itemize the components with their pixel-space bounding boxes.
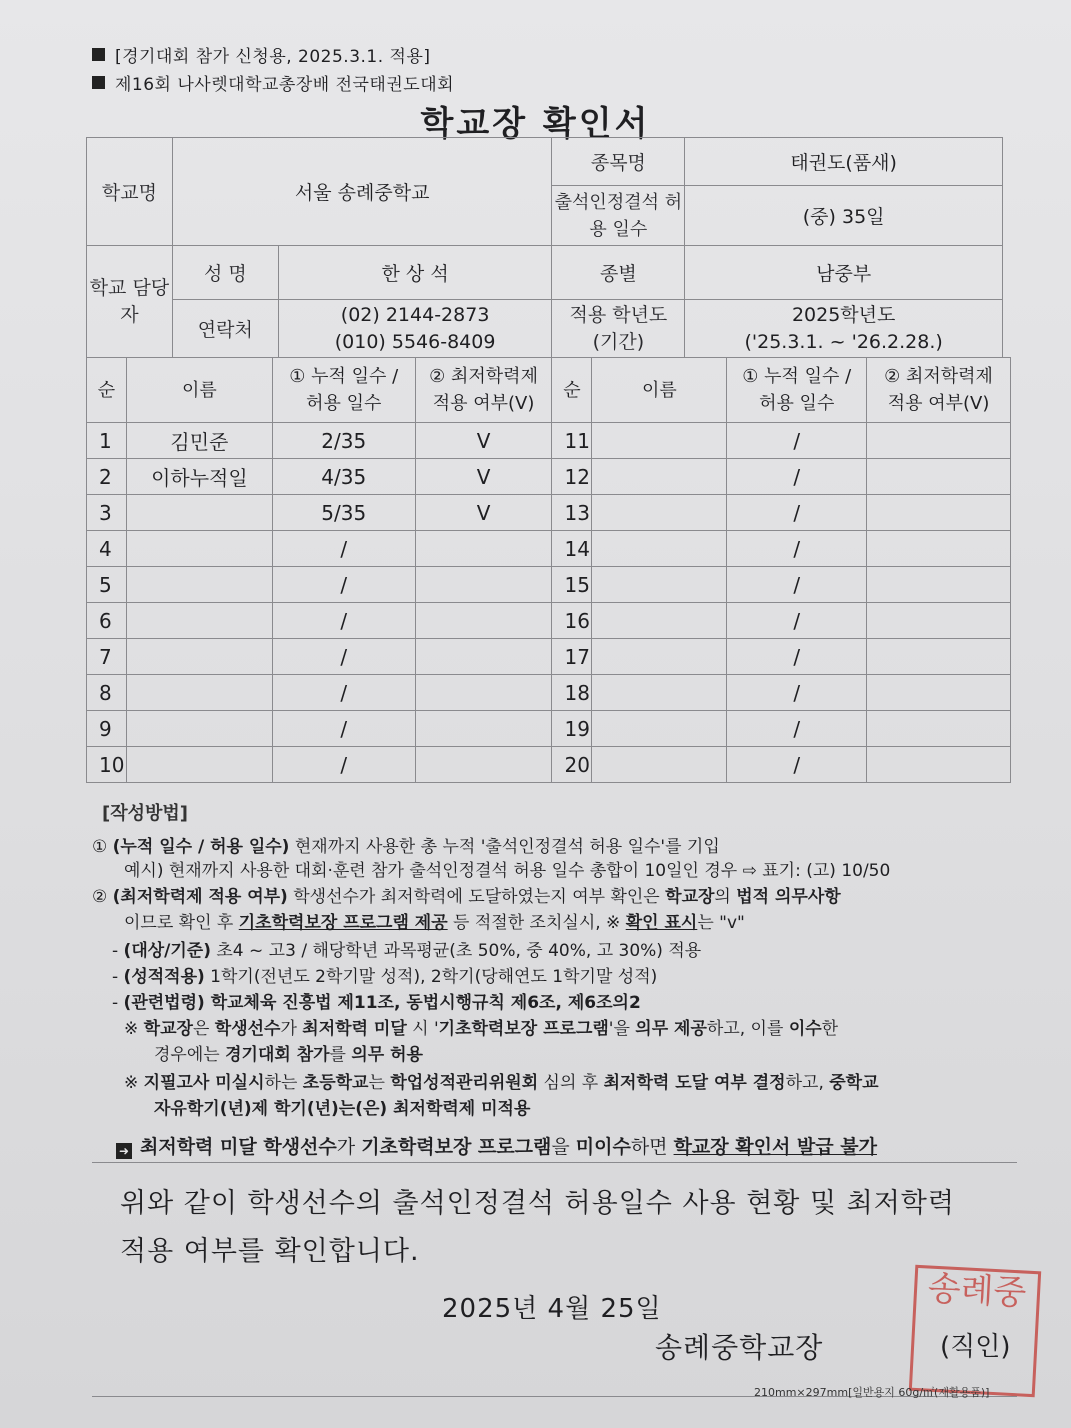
row-days: /	[272, 531, 415, 567]
bold-text: 학교장	[143, 1019, 193, 1039]
table-row	[87, 747, 1011, 783]
row-days: 4/35	[272, 459, 415, 495]
text: 가	[336, 1136, 362, 1158]
row-days-right: /	[727, 711, 867, 747]
text: 는	[368, 1073, 391, 1093]
row-check: V	[415, 495, 552, 531]
phone-1: (02) 2144-2873	[340, 303, 490, 326]
header-line-2	[92, 70, 454, 95]
table-row	[87, 531, 1011, 567]
paper-spec: 210mm×297mm[일반용지 60g/㎡(재활용품)]	[754, 1386, 990, 1399]
instruction-note-1	[124, 1018, 838, 1041]
col-name-2: 이름	[592, 358, 727, 423]
year-label-2: (기간)	[592, 330, 645, 353]
text: '을	[608, 1019, 636, 1039]
row-no-right: 19	[552, 711, 592, 747]
bold-text: 학교장 확인서 발급 불가	[673, 1136, 877, 1158]
table-row	[87, 423, 1011, 459]
row-name: 이하누적일	[126, 459, 272, 495]
row-name-right	[592, 603, 727, 639]
row-check: V	[415, 423, 552, 459]
row-name-right	[592, 531, 727, 567]
row-days: /	[272, 747, 415, 783]
row-days-right: /	[727, 639, 867, 675]
bold-text: (대상/기준)	[123, 941, 211, 961]
instruction-grades	[112, 966, 657, 989]
row-check	[415, 639, 552, 675]
bold-text: (성적적용)	[123, 967, 205, 987]
row-check-right	[867, 567, 1011, 603]
bold-text: 경기대회 참가	[225, 1045, 330, 1065]
phone-2: (010) 5546-8409	[334, 330, 496, 353]
text: 학생선수가 최저학력에 도달하였는지 여부 확인은	[287, 887, 666, 907]
instructions-heading: [작성방법]	[102, 803, 189, 824]
instruction-note-1-cont	[154, 1044, 423, 1067]
row-name	[126, 531, 272, 567]
instruction-2-cont	[124, 912, 745, 935]
confirmation-text	[120, 1180, 955, 1276]
row-no: 7	[87, 639, 127, 675]
row-name-right	[592, 747, 727, 783]
divider	[92, 1162, 1017, 1163]
bold-text: (최저학력제 적용 여부)	[112, 887, 288, 907]
row-days: 5/35	[272, 495, 415, 531]
table-row	[87, 639, 1011, 675]
row-no-right: 14	[552, 531, 592, 567]
row-days: /	[272, 675, 415, 711]
col-min-2: 적용 여부(V)	[432, 393, 535, 414]
row-no: 5	[87, 567, 127, 603]
col-min-1: ② 최저학력제	[884, 366, 993, 387]
student-table	[86, 357, 1011, 783]
text: 초4 ~ 고3 / 해당학년 과목평균(초 50%, 중 40%, 고 30%) 적용	[210, 941, 702, 961]
row-days-right: /	[727, 675, 867, 711]
row-check-right	[867, 531, 1011, 567]
row-days-right: /	[727, 603, 867, 639]
col-days	[272, 358, 415, 423]
text: 를	[329, 1045, 352, 1065]
arrow-box-icon: ➜	[116, 1143, 132, 1159]
row-no-right: 11	[552, 423, 592, 459]
row-days: /	[272, 639, 415, 675]
text: 현재까지 사용한 총 누적 '출석인정결석 허용 일수'를 기입	[289, 837, 720, 857]
signer: 송례중학교장	[655, 1331, 824, 1364]
text: 등 적절한 조치실시, ※	[447, 913, 626, 933]
text: 시 '	[406, 1019, 439, 1039]
row-no-right: 20	[552, 747, 592, 783]
bold-text: 최저학력 도달 여부 결정	[603, 1073, 786, 1093]
header-line-1	[92, 42, 431, 67]
year-value: 2025학년도	[791, 303, 896, 326]
row-check-right	[867, 423, 1011, 459]
row-check-right	[867, 747, 1011, 783]
bold-text: 최저학력 미달 학생선수	[140, 1136, 337, 1158]
row-name-right	[592, 639, 727, 675]
row-check-right	[867, 711, 1011, 747]
row-no: 4	[87, 531, 127, 567]
official-seal: 송례중	[909, 1265, 1041, 1397]
year-label	[552, 300, 685, 358]
text: 의	[714, 887, 737, 907]
text: 심의 후	[538, 1073, 604, 1093]
instruction-law	[112, 992, 641, 1015]
col-min-1: ② 최저학력제	[429, 366, 538, 387]
col-days-right	[727, 358, 867, 423]
bold-text: 이수	[788, 1019, 822, 1039]
header-line-1-text: [경기대회 참가 신청용, 2025.3.1. 적용]	[115, 47, 431, 67]
col-days-2: 허용 일수	[306, 393, 382, 414]
square-bullet-icon	[92, 76, 105, 89]
allowed-days-value: (중) 35일	[685, 186, 1003, 246]
col-min-2: 적용 여부(V)	[887, 393, 990, 414]
bold-text: 의무 허용	[351, 1045, 423, 1065]
row-name	[126, 603, 272, 639]
bold-text: (누적 일수 / 허용 일수)	[112, 837, 290, 857]
instruction-note-2	[124, 1072, 879, 1095]
row-name-right	[592, 495, 727, 531]
text: -	[112, 967, 124, 987]
col-days-2: 허용 일수	[759, 393, 835, 414]
seal-mark: (직인)	[940, 1332, 1011, 1362]
row-days-right: /	[727, 747, 867, 783]
text: 가	[280, 1019, 303, 1039]
row-days: /	[272, 711, 415, 747]
row-name	[126, 495, 272, 531]
row-name	[126, 567, 272, 603]
table-row	[87, 495, 1011, 531]
row-no-right: 15	[552, 567, 592, 603]
text: 이므로 확인 후	[124, 913, 239, 933]
row-no: 2	[87, 459, 127, 495]
contact-value	[278, 300, 552, 358]
marker: ②	[92, 887, 113, 907]
text: ※	[124, 1073, 144, 1093]
name-value: 한 상 석	[278, 246, 552, 300]
bold-text: 미이수	[575, 1136, 631, 1158]
confirmation-line-2: 적용 여부를 확인합니다.	[120, 1236, 420, 1267]
instruction-2	[92, 886, 841, 909]
header-line-2-text: 제16회 나사렛대학교총장배 전국태권도대회	[115, 75, 455, 95]
table-row	[87, 603, 1011, 639]
text: 경우에는	[154, 1045, 226, 1065]
text: ※	[124, 1019, 144, 1039]
row-name	[126, 639, 272, 675]
bold-text: 초등학교	[302, 1073, 369, 1093]
confirmation-line-1: 위와 같이 학생선수의 출석인정결석 허용일수 사용 현황 및 최저학력	[120, 1188, 955, 1219]
table-row	[87, 567, 1011, 603]
row-name-right	[592, 675, 727, 711]
manager-label: 학교 담당자	[87, 246, 173, 358]
bold-text: 학업성적관리위원회	[390, 1073, 539, 1093]
row-no-right: 13	[552, 495, 592, 531]
year-label-1: 적용 학년도	[569, 303, 668, 326]
row-check	[415, 531, 552, 567]
row-no-right: 12	[552, 459, 592, 495]
text: 1학기(전년도 2학기말 성적), 2학기(당해연도 1학기말 성적)	[204, 967, 658, 987]
row-name: 김민준	[126, 423, 272, 459]
table-row	[87, 711, 1011, 747]
col-days-1: ① 누적 일수 /	[742, 366, 852, 387]
bold-text: 학생선수	[214, 1019, 281, 1039]
row-no: 8	[87, 675, 127, 711]
contact-label: 연락처	[172, 300, 278, 358]
row-days-right: /	[727, 531, 867, 567]
text: 하면	[630, 1136, 674, 1158]
row-days-right: /	[727, 567, 867, 603]
row-check	[415, 603, 552, 639]
instruction-warning	[116, 1136, 877, 1159]
square-bullet-icon	[92, 48, 105, 61]
row-no-right: 16	[552, 603, 592, 639]
row-check	[415, 675, 552, 711]
row-name-right	[592, 459, 727, 495]
row-name	[126, 675, 272, 711]
instruction-1	[92, 836, 720, 859]
row-name-right	[592, 423, 727, 459]
row-no-right: 18	[552, 675, 592, 711]
row-name	[126, 747, 272, 783]
col-days-1: ① 누적 일수 /	[289, 366, 399, 387]
text: 는 "v"	[697, 913, 745, 933]
event-label: 종목명	[552, 138, 685, 186]
marker: ①	[92, 837, 113, 857]
info-table	[86, 137, 1003, 358]
row-check-right	[867, 459, 1011, 495]
text: -	[112, 993, 124, 1013]
bold-text: 기초학력보장 프로그램	[361, 1136, 552, 1158]
row-check-right	[867, 495, 1011, 531]
row-check	[415, 747, 552, 783]
row-name	[126, 711, 272, 747]
row-days: 2/35	[272, 423, 415, 459]
table-row	[87, 675, 1011, 711]
row-check	[415, 711, 552, 747]
table-row	[87, 459, 1011, 495]
text: -	[112, 941, 124, 961]
bold-text: 확인 표시	[625, 913, 698, 933]
row-name-right	[592, 711, 727, 747]
row-no-right: 17	[552, 639, 592, 675]
allowed-days-label: 출석인정결석 허용 일수	[552, 186, 685, 246]
row-days: /	[272, 603, 415, 639]
text: 하는	[264, 1073, 303, 1093]
issue-date: 2025년 4월 25일	[442, 1294, 662, 1324]
row-no: 6	[87, 603, 127, 639]
instruction-note-2-cont: 자유학기(년)제 학기(년)는(은) 최저학력제 미적용	[154, 1099, 531, 1119]
row-check-right	[867, 603, 1011, 639]
row-no: 3	[87, 495, 127, 531]
bold-text: 기초학력보장 프로그램	[438, 1019, 609, 1039]
row-days-right: /	[727, 423, 867, 459]
bold-text: 중학교	[829, 1073, 879, 1093]
school-value: 서울 송례중학교	[172, 138, 552, 246]
row-check-right	[867, 675, 1011, 711]
row-no: 1	[87, 423, 127, 459]
col-min	[415, 358, 552, 423]
page-title: 학교장 확인서	[420, 104, 651, 144]
bold-text: 최저학력 미달	[302, 1019, 407, 1039]
row-days-right: /	[727, 495, 867, 531]
col-name: 이름	[126, 358, 272, 423]
period-value: ('25.3.1. ~ '26.2.28.)	[744, 330, 943, 353]
division-value: 남중부	[685, 246, 1003, 300]
instruction-target	[112, 940, 701, 963]
name-label: 성 명	[172, 246, 278, 300]
year-value-cell	[685, 300, 1003, 358]
event-value: 태권도(품새)	[685, 138, 1003, 186]
row-check: V	[415, 459, 552, 495]
instruction-1-example: 예시) 현재까지 사용한 대회·훈련 참가 출석인정결석 허용 일수 총합이 10일인 경우 ⇨ 표기: (고) 10/50	[124, 861, 891, 881]
row-days: /	[272, 567, 415, 603]
col-no: 순	[87, 358, 127, 423]
row-days-right: /	[727, 459, 867, 495]
text: 하고, 이를	[706, 1019, 789, 1039]
row-no: 10	[87, 747, 127, 783]
col-min-right	[867, 358, 1011, 423]
row-name-right	[592, 567, 727, 603]
text: 한	[821, 1019, 839, 1039]
text: 은	[192, 1019, 215, 1039]
bold-text: 의무 제공	[635, 1019, 707, 1039]
col-no-2: 순	[552, 358, 592, 423]
row-check	[415, 567, 552, 603]
school-label: 학교명	[87, 138, 173, 246]
bold-text: 학교장	[665, 887, 715, 907]
bold-text: 지필고사 미실시	[143, 1073, 265, 1093]
bold-text: 기초학력보장 프로그램 제공	[238, 913, 448, 933]
division-label: 종별	[552, 246, 685, 300]
row-no: 9	[87, 711, 127, 747]
text: 을	[551, 1136, 576, 1158]
row-check-right	[867, 639, 1011, 675]
bold-text: 법적 의무사항	[736, 887, 841, 907]
bold-text: (관련법령) 학교체육 진흥법 제11조, 동법시행규칙 제6조, 제6조의2	[123, 993, 641, 1013]
text: 하고,	[785, 1073, 830, 1093]
